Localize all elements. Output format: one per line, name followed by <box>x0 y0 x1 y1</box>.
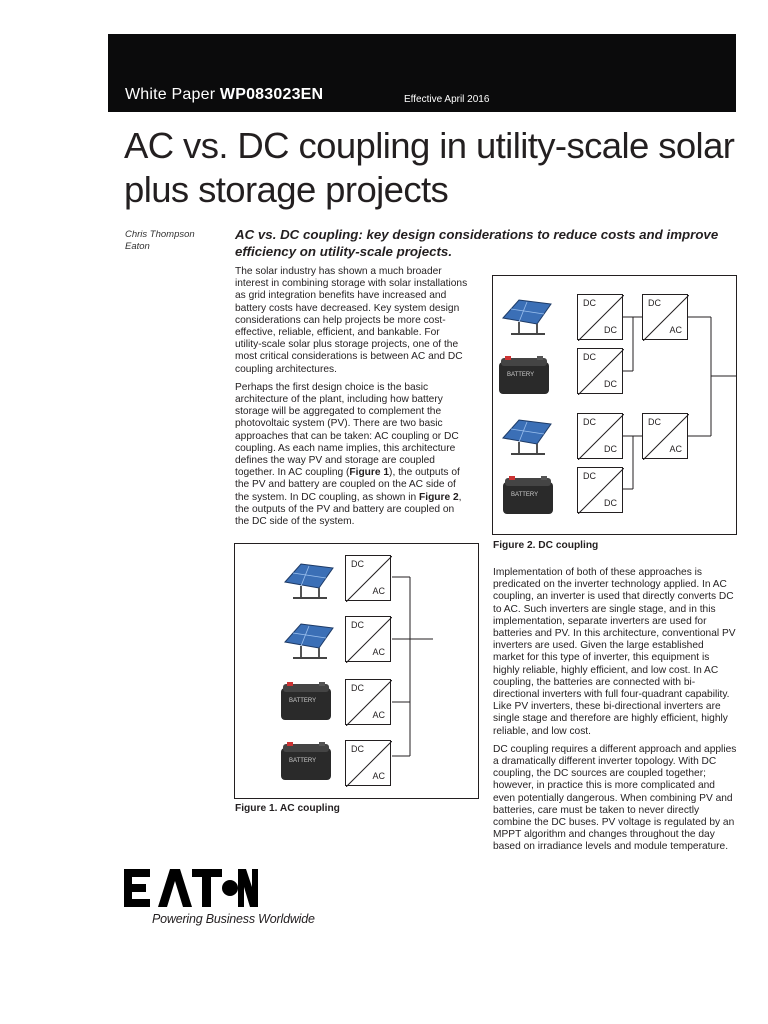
figure-1-ac-coupling <box>234 543 479 799</box>
paragraph-dc-coupling: DC coupling requires a different approach and applies a dramatically different inverter topology. With DC coupling, the DC sources are coupled together; however, in practice this is more complicated and even potentially dangerous. When combining PV and batteries, care must be taken to never directly combine the DC buses. PV voltage is regulated by an MPPT algorithm and changes throughout the day based on irradiance levels and module temperature. <box>493 743 737 853</box>
author-org: Eaton <box>125 241 150 252</box>
battery-icon <box>501 476 557 516</box>
figure-1-reference: Figure 1 <box>349 467 390 479</box>
author-name: Chris Thompson <box>125 229 195 240</box>
eaton-logo <box>124 869 258 909</box>
solar-panel-icon <box>279 618 335 664</box>
dc-ac-inverter: DC AC <box>642 294 688 340</box>
effective-date: Effective April 2016 <box>404 94 490 105</box>
svg-text:BATTERY: BATTERY <box>289 698 317 704</box>
dc-ac-inverter: DC AC <box>345 616 391 662</box>
battery-icon <box>497 356 553 396</box>
body-column-2 <box>493 567 737 854</box>
solar-panel-icon <box>497 414 553 460</box>
svg-text:BATTERY: BATTERY <box>289 758 317 764</box>
figure-2-caption: Figure 2. DC coupling <box>493 540 599 551</box>
dc-ac-inverter: DC AC <box>345 740 391 786</box>
document-type-label: White Paper WP083023EN <box>125 86 324 103</box>
solar-panel-icon <box>279 558 335 604</box>
document-number: WP083023EN <box>219 86 324 103</box>
author-block <box>125 229 195 253</box>
paragraph-ac-coupling: Implementation of both of these approaches is predicated on the inverter technology applied. In AC coupling, an inverter is used that directly converts DC to AC. Such inverters are single stage, and in this implementation, separate inverters are used for batteries and PV. In this architecture, conventional PV inverters are used. Given the large established market for this type of inverter, this equipment is highly reliable, highly efficient, and low cost. In AC coupling, the batteries are connected with bi-directional inverters with full four-quadrant capability. Like PV inverters, these bi-directional inverters are single stage and therefore are highly efficient, highly reliable, and low cost. <box>493 567 736 737</box>
figure-2-dc-coupling <box>492 275 737 535</box>
dc-dc-converter: DC DC <box>577 348 623 394</box>
svg-text:BATTERY: BATTERY <box>511 492 539 498</box>
dc-dc-converter: DC DC <box>577 413 623 459</box>
dc-dc-converter: DC DC <box>577 467 623 513</box>
logo-tagline: Powering Business Worldwide <box>152 912 315 926</box>
svg-text:BATTERY: BATTERY <box>507 372 535 378</box>
solar-panel-icon <box>497 294 553 340</box>
subtitle: AC vs. DC coupling: key design considerations to reduce costs and improve efficiency on utility-scale projects. <box>235 227 719 259</box>
paragraph-intro: The solar industry has shown a much broader interest in combining storage with solar installations as grid integration benefits have increased and battery costs have decreased. Key system design considerations can help projects be more cost-effective, reliable, efficient, and bankable. For utility-scale solar plus storage projects, one of the most critical considerations is between AC and DC coupling architectures. <box>235 266 468 375</box>
paragraph-architecture: Perhaps the first design choice is the basic architecture of the plant, including how battery storage will be aggregated to complement the photovoltaic system (PV). There are two basic approaches that can be taken: AC coupling or DC coupling. As each name implies, this architecture defines the way PV and storage are coupled together. In AC coupling (Figure 1), the outputs of the PV and battery are coupled on the AC side of the system. In DC coupling, as shown in Figure 2, the outputs of the PV and battery are coupled on the DC side of the system. <box>235 381 462 528</box>
figure-1-caption: Figure 1. AC coupling <box>235 803 340 814</box>
dc-ac-inverter: DC AC <box>642 413 688 459</box>
page-title: AC vs. DC coupling in utility-scale solar plus storage projects <box>124 125 735 210</box>
battery-icon <box>279 742 335 782</box>
battery-icon <box>279 682 335 722</box>
dc-ac-inverter: DC AC <box>345 679 391 725</box>
figure-2-reference: Figure 2 <box>419 491 459 503</box>
body-column-1 <box>235 266 468 528</box>
dc-ac-inverter: DC AC <box>345 555 391 601</box>
dc-dc-converter: DC DC <box>577 294 623 340</box>
